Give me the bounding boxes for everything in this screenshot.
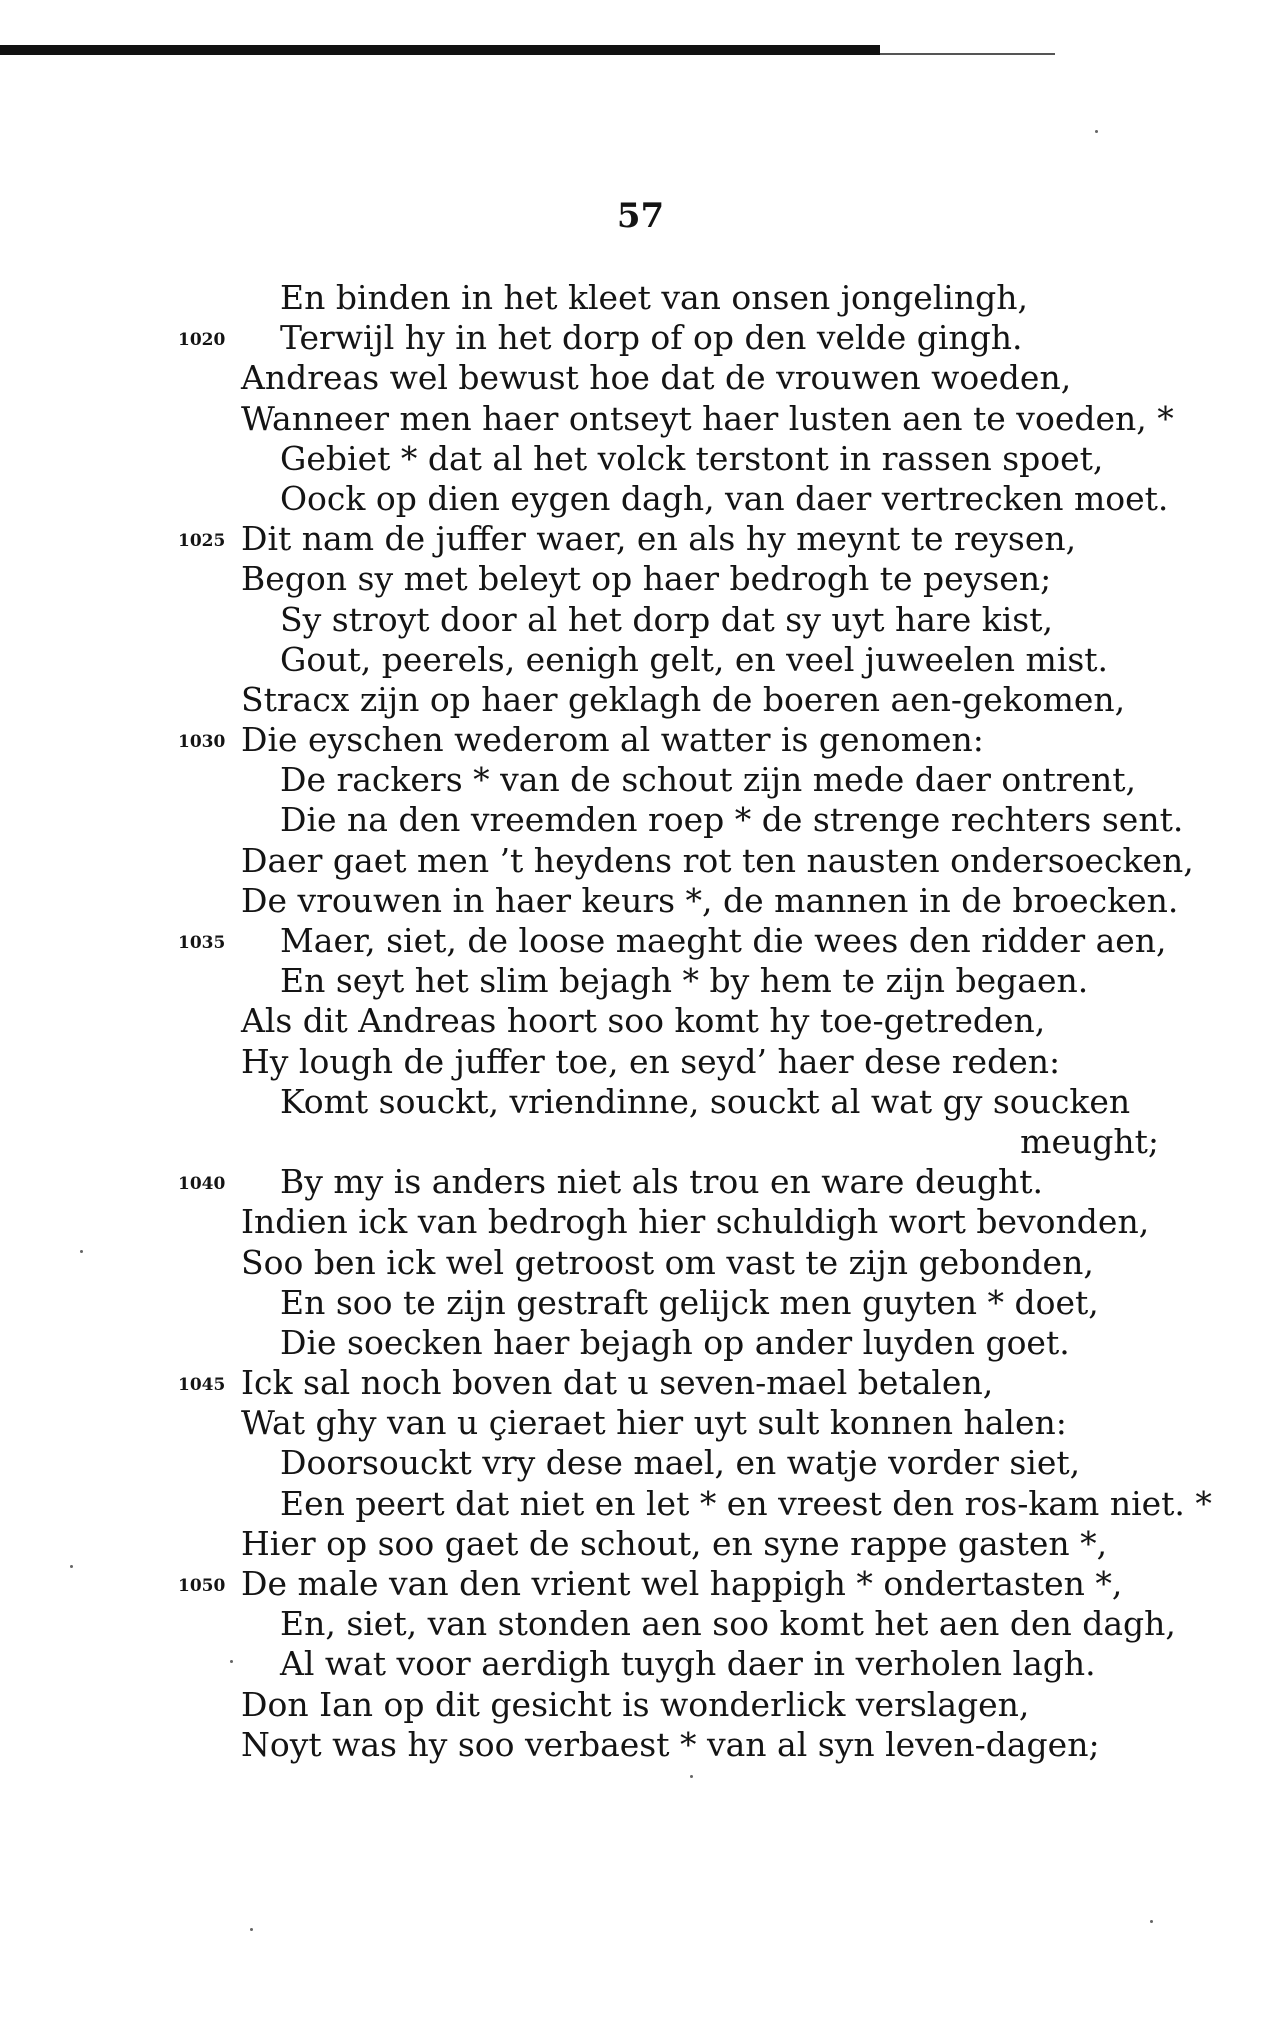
verse-text: Die soecken haer bejagh op ander luyden goet. [280, 1322, 1070, 1362]
verse-text: Noyt was hy soo verbaest * van al syn leven-dagen; [241, 1724, 1100, 1764]
verse-text: Al wat voor aerdigh tuygh daer in verholen lagh. [280, 1644, 1096, 1684]
verse-text: Sy stroyt door al het dorp dat sy uyt hare kist, [280, 599, 1053, 639]
verse-text: Don Ian op dit gesicht is wonderlick verslagen, [241, 1684, 1030, 1724]
verse-text: De vrouwen in haer keurs *, de mannen in de broecken. [241, 880, 1179, 920]
verse-text: Daer gaet men ’t heydens rot ten nausten ondersoecken, [241, 840, 1194, 880]
verse-line [0, 1564, 1281, 1604]
verse-text: Maer, siet, de loose maeght die wees den ridder aen, [280, 921, 1167, 960]
verse-text: Hier op soo gaet de schout, en syne rappe gasten *, [241, 1523, 1108, 1563]
verse-line [0, 399, 1281, 439]
line-number: 1030 [178, 732, 226, 753]
verse-text: Ick sal noch boven dat u seven-mael betalen, [241, 1363, 994, 1403]
verse-text: En, siet, van stonden aen soo komt het aen den dagh, [280, 1604, 1176, 1644]
verse-line [0, 760, 1281, 800]
verse-text: Stracx zijn op haer geklagh de boeren aen-gekomen, [241, 679, 1126, 719]
top-rule [0, 45, 880, 55]
verse-text: Dit nam de juffer waer, en als hy meynt te reysen, [241, 519, 1077, 559]
verse-text: Oock op dien eygen dagh, van daer vertrecken moet. [280, 478, 1169, 518]
line-number: 1040 [178, 1174, 226, 1195]
verse-text: Indien ick van bedrogh hier schuldigh wort bevonden, [241, 1202, 1150, 1242]
verse-line [0, 720, 1281, 760]
verse-line [0, 600, 1281, 640]
verse-line [0, 881, 1281, 921]
verse-line [0, 1443, 1281, 1483]
verse-line [0, 680, 1281, 720]
verse-line [0, 519, 1281, 559]
verse-line [0, 318, 1281, 358]
verse-line [0, 1403, 1281, 1443]
verse-text: Begon sy met beleyt op haer bedrogh te peysen; [241, 559, 1052, 599]
verse-line [0, 559, 1281, 599]
verse-text: Gebiet * dat al het volck terstont in rassen spoet, [280, 438, 1104, 478]
verse-line [0, 1604, 1281, 1644]
verse-line [0, 800, 1281, 840]
verse-text: En seyt het slim bejagh * by hem te zijn begaen. [280, 961, 1089, 1001]
page-number: 57 [616, 196, 665, 236]
verse-line [0, 1122, 1281, 1162]
verse-text: Terwijl hy in het dorp of op den velde gingh. [280, 318, 1023, 358]
verse-text: En binden in het kleet van onsen jongelingh, [280, 278, 1028, 317]
print-speck [690, 1775, 693, 1778]
poem-text [0, 278, 1281, 1765]
verse-line [0, 1001, 1281, 1041]
verse-line [0, 841, 1281, 881]
verse-line [0, 1042, 1281, 1082]
verse-line [0, 1644, 1281, 1684]
verse-line [0, 961, 1281, 1001]
verse-line [0, 439, 1281, 479]
verse-text: Die na den vreemden roep * de strenge rechters sent. [280, 800, 1184, 840]
verse-text: meught; [1020, 1121, 1159, 1161]
verse-line [0, 1484, 1281, 1524]
line-number: 1050 [178, 1576, 226, 1596]
verse-text: Hy lough de juffer toe, en seyd’ haer dese reden: [241, 1041, 1061, 1081]
print-speck [230, 1660, 233, 1663]
print-speck [250, 1928, 253, 1931]
verse-text: De male van den vrient wel happigh * ondertasten *, [241, 1564, 1123, 1603]
verse-line [0, 921, 1281, 961]
verse-line [0, 479, 1281, 519]
verse-line [0, 278, 1281, 318]
verse-text: De rackers * van de schout zijn mede daer ontrent, [280, 760, 1137, 800]
verse-text: Doorsouckt vry dese mael, en watje vorder siet, [280, 1443, 1081, 1483]
verse-text: En soo te zijn gestraft gelijck men guyten * doet, [280, 1282, 1099, 1322]
print-speck [1150, 1920, 1153, 1923]
verse-text: Komt souckt, vriendinne, souckt al wat gy soucken [280, 1081, 1131, 1121]
print-speck [70, 1565, 73, 1568]
verse-line [0, 640, 1281, 680]
line-number: 1045 [178, 1375, 226, 1396]
print-speck [1095, 130, 1098, 133]
verse-line [0, 1363, 1281, 1403]
line-number: 1020 [178, 330, 226, 351]
verse-line [0, 1725, 1281, 1765]
verse-text: Als dit Andreas hoort soo komt hy toe-getreden, [241, 1001, 1046, 1041]
verse-line [0, 358, 1281, 398]
line-number: 1025 [178, 531, 226, 552]
verse-line [0, 1323, 1281, 1363]
verse-line [0, 1243, 1281, 1283]
verse-text: Wanneer men haer ontseyt haer lusten aen te voeden, * [241, 398, 1174, 438]
verse-line [0, 1283, 1281, 1323]
verse-line [0, 1162, 1281, 1202]
verse-line [0, 1524, 1281, 1564]
verse-text: Die eyschen wederom al watter is genomen: [241, 720, 984, 760]
verse-text: Soo ben ick wel getroost om vast te zijn gebonden, [241, 1242, 1094, 1282]
verse-text: Wat ghy van u çieraet hier uyt sult konnen halen: [241, 1403, 1067, 1443]
verse-text: Andreas wel bewust hoe dat de vrouwen woeden, [241, 358, 1072, 398]
verse-text: By my is anders niet als trou en ware deught. [280, 1162, 1043, 1202]
verse-line [0, 1202, 1281, 1242]
line-number: 1035 [178, 933, 226, 953]
verse-text: Een peert dat niet en let * en vreest den ros-kam niet. * [280, 1483, 1212, 1523]
verse-line [0, 1082, 1281, 1122]
top-rule-tail [880, 53, 1055, 55]
verse-line [0, 1685, 1281, 1725]
verse-text: Gout, peerels, eenigh gelt, en veel juweelen mist. [280, 639, 1109, 679]
print-speck [80, 1250, 83, 1253]
